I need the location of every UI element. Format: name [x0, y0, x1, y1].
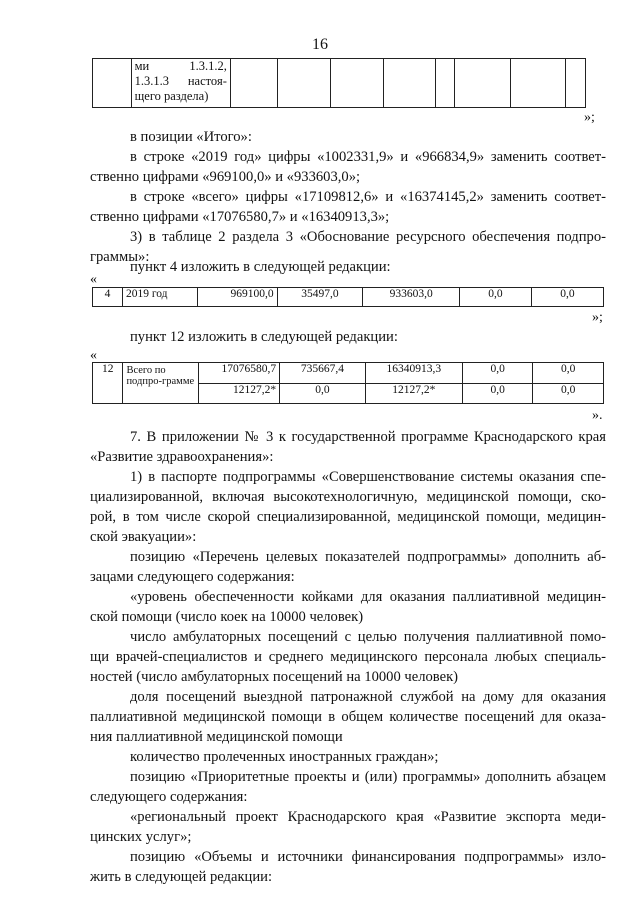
- table-cell: 0,0: [280, 383, 365, 404]
- page-number: 16: [312, 36, 328, 53]
- table-cell: Всего по подпро-грамме: [123, 363, 199, 404]
- table-cell: 0,0: [533, 363, 604, 384]
- paragraph-line: следующего содержания:: [90, 789, 248, 805]
- table-cell: 969100,0: [197, 288, 277, 307]
- table-cell: 2019 год: [122, 288, 197, 307]
- table-cell: 35497,0: [277, 288, 363, 307]
- paragraph-line: граммы»:: [90, 249, 150, 265]
- paragraph-line: ностей (число амбулаторных посещений на 10000 человек): [90, 669, 459, 685]
- closing-quote: ».: [592, 408, 603, 423]
- table-cell: 0,0: [462, 383, 532, 404]
- paragraph-line: ской помощи (число коек на 10000 человек): [90, 609, 364, 625]
- paragraph-line: ственно цифрами «969100,0» и «933603,0»;: [90, 169, 361, 185]
- opening-quote: «: [90, 272, 97, 287]
- paragraph-line: рой, в том числе скорой специализированной, медицинской помощи, медицин-: [90, 509, 606, 525]
- paragraph-line: пункт 12 изложить в следующей редакции:: [130, 329, 398, 345]
- table-cell: 16340913,3: [365, 363, 462, 384]
- paragraph-line: количество пролеченных иностранных граждан»;: [130, 749, 439, 765]
- paragraph-line: доля посещений выездной патронажной службой на дому для оказания: [130, 689, 606, 705]
- paragraph-line: щи врачей-специалистов и среднего медицинского персонала любых специаль-: [90, 649, 606, 665]
- paragraph-line: паллиативной медицинской помощи в общем количестве посещений для оказа-: [90, 709, 606, 725]
- top-table-text-cell: ми 1.3.1.2, 1.3.1.3 настоя- щего раздела): [131, 59, 230, 108]
- opening-quote: «: [90, 348, 97, 363]
- paragraph-line: «уровень обеспеченности койками для оказания паллиативной медицин-: [130, 589, 606, 605]
- table-cell: 4: [93, 288, 123, 307]
- table-cell: 12127,2*: [365, 383, 462, 404]
- paragraph-line: позицию «Объемы и источники финансирования подпрограммы» изло-: [130, 849, 606, 865]
- paragraph-line: в строке «2019 год» цифры «1002331,9» и «966834,9» заменить соответ-: [130, 149, 606, 165]
- table-cell: 12127,2*: [199, 383, 280, 404]
- paragraph-line: ской эвакуации»:: [90, 529, 197, 545]
- paragraph-line: в строке «всего» цифры «17109812,6» и «16374145,2» заменить соответ-: [130, 189, 606, 205]
- paragraph-line: 3) в таблице 2 раздела 3 «Обоснование ресурсного обеспечения подпро-: [130, 229, 606, 245]
- table-cell: 17076580,7: [199, 363, 280, 384]
- closing-quote: »;: [592, 310, 603, 325]
- table-row-4: [92, 287, 604, 307]
- table-cell: 933603,0: [363, 288, 460, 307]
- paragraph-line: 7. В приложении № 3 к государственной программе Краснодарского края: [130, 429, 606, 445]
- paragraph-line: «Развитие здравоохранения»:: [90, 449, 274, 465]
- table-cell: 0,0: [459, 288, 531, 307]
- paragraph-line: зацами следующего содержания:: [90, 569, 295, 585]
- paragraph-line: число амбулаторных посещений с целью получения паллиативной помо-: [130, 629, 606, 645]
- paragraph-line: в позиции «Итого»:: [130, 129, 252, 145]
- table-row-12: [92, 362, 604, 404]
- paragraph-line: 1) в паспорте подпрограммы «Совершенствование системы оказания спе-: [130, 469, 606, 485]
- top-table-fragment: [92, 58, 586, 108]
- paragraph-line: жить в следующей редакции:: [90, 869, 273, 885]
- table-cell: 0,0: [462, 363, 532, 384]
- paragraph-line: ственно цифрами «17076580,7» и «16340913,3»;: [90, 209, 390, 225]
- table-cell: 12: [93, 363, 123, 404]
- paragraph-line: ния паллиативной медицинской помощи: [90, 729, 343, 745]
- paragraph-line: позицию «Приоритетные проекты и (или) программы» дополнить абзацем: [130, 769, 606, 785]
- paragraph-line: циализированной, включая высокотехнологичную, медицинской помощи, ско-: [90, 489, 606, 505]
- paragraph-line: цинских услуг»;: [90, 829, 192, 845]
- table-cell: 0,0: [533, 383, 604, 404]
- paragraph-line: «региональный проект Краснодарского края «Развитие экспорта меди-: [130, 809, 606, 825]
- table-cell: 0,0: [531, 288, 603, 307]
- paragraph-line: пункт 4 изложить в следующей редакции:: [130, 259, 391, 275]
- closing-quote: »;: [584, 110, 595, 125]
- paragraph-line: позицию «Перечень целевых показателей подпрограммы» дополнить аб-: [130, 549, 606, 565]
- table-cell: 735667,4: [280, 363, 365, 384]
